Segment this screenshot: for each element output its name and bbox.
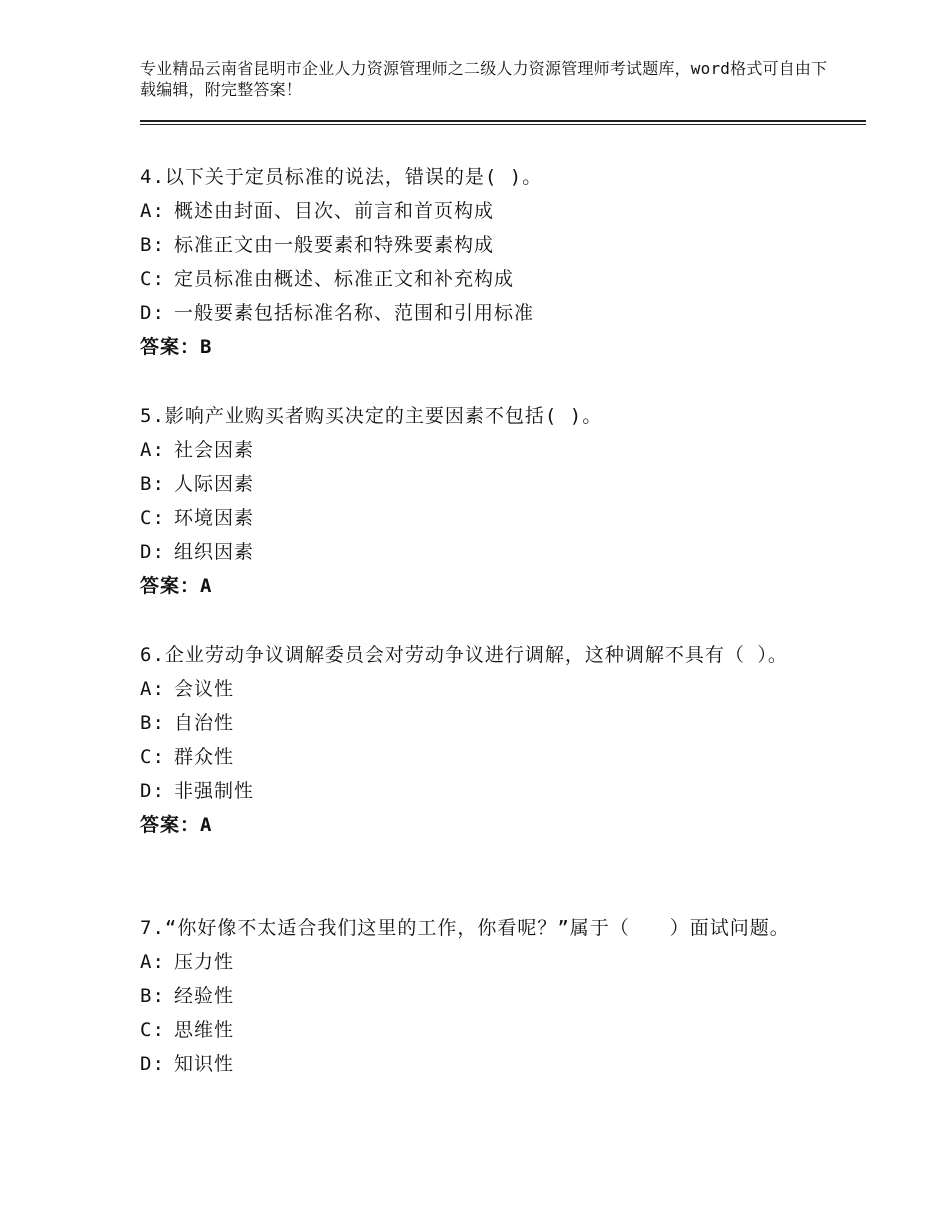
option-text: 环境因素 bbox=[174, 507, 255, 529]
option-letter: B: bbox=[140, 712, 165, 734]
option-text: 人际因素 bbox=[174, 473, 255, 495]
question-7 bbox=[140, 911, 820, 1081]
option-d bbox=[140, 535, 820, 569]
option-text: 知识性 bbox=[174, 1053, 235, 1075]
option-letter: A: bbox=[140, 951, 165, 973]
option-letter: C: bbox=[140, 1019, 165, 1041]
question-stem: 6.企业劳动争议调解委员会对劳动争议进行调解，这种调解不具有（ ）。 bbox=[140, 644, 788, 666]
option-b bbox=[140, 467, 820, 501]
option-letter: D: bbox=[140, 302, 165, 324]
option-b bbox=[140, 979, 820, 1013]
option-letter: D: bbox=[140, 1053, 165, 1075]
option-c bbox=[140, 262, 820, 296]
option-a bbox=[140, 194, 820, 228]
question-4 bbox=[140, 160, 820, 364]
option-d bbox=[140, 1047, 820, 1081]
option-d bbox=[140, 774, 820, 808]
option-a bbox=[140, 433, 820, 467]
question-6 bbox=[140, 638, 820, 842]
option-letter: C: bbox=[140, 268, 165, 290]
option-letter: D: bbox=[140, 541, 165, 563]
document-header: 专业精品云南省昆明市企业人力资源管理师之二级人力资源管理师考试题库，word格式可自由下载编辑，附完整答案！ bbox=[140, 59, 828, 99]
option-text: 概述由封面、目次、前言和首页构成 bbox=[174, 200, 495, 222]
question-stem: 5.影响产业购买者购买决定的主要因素不包括( )。 bbox=[140, 405, 603, 427]
option-c bbox=[140, 740, 820, 774]
option-letter: A: bbox=[140, 678, 165, 700]
option-letter: D: bbox=[140, 780, 165, 802]
option-text: 压力性 bbox=[174, 951, 235, 973]
option-text: 标准正文由一般要素和特殊要素构成 bbox=[174, 234, 495, 256]
option-letter: A: bbox=[140, 200, 165, 222]
option-b bbox=[140, 228, 820, 262]
option-text: 社会因素 bbox=[174, 439, 255, 461]
answer-line: 答案：A bbox=[140, 575, 213, 597]
answer-line: 答案：A bbox=[140, 814, 213, 836]
option-c bbox=[140, 501, 820, 535]
option-c bbox=[140, 1013, 820, 1047]
option-letter: A: bbox=[140, 439, 165, 461]
option-letter: B: bbox=[140, 473, 165, 495]
option-b bbox=[140, 706, 820, 740]
option-letter: B: bbox=[140, 985, 165, 1007]
option-letter: B: bbox=[140, 234, 165, 256]
question-stem: 7.“你好像不太适合我们这里的工作，你看呢？”属于（ ）面试问题。 bbox=[140, 917, 790, 939]
option-a bbox=[140, 672, 820, 706]
question-stem: 4.以下关于定员标准的说法，错误的是( )。 bbox=[140, 166, 543, 188]
option-d bbox=[140, 296, 820, 330]
option-text: 一般要素包括标准名称、范围和引用标准 bbox=[174, 302, 535, 324]
option-text: 自治性 bbox=[174, 712, 235, 734]
header-divider-thick bbox=[140, 120, 866, 122]
option-text: 思维性 bbox=[174, 1019, 235, 1041]
option-a bbox=[140, 945, 820, 979]
option-text: 会议性 bbox=[174, 678, 235, 700]
option-text: 组织因素 bbox=[174, 541, 255, 563]
option-text: 群众性 bbox=[174, 746, 235, 768]
header-divider-thin bbox=[140, 124, 866, 125]
option-letter: C: bbox=[140, 507, 165, 529]
option-letter: C: bbox=[140, 746, 165, 768]
option-text: 定员标准由概述、标准正文和补充构成 bbox=[174, 268, 515, 290]
option-text: 经验性 bbox=[174, 985, 235, 1007]
option-text: 非强制性 bbox=[174, 780, 255, 802]
question-5 bbox=[140, 399, 820, 603]
answer-line: 答案：B bbox=[140, 336, 213, 358]
